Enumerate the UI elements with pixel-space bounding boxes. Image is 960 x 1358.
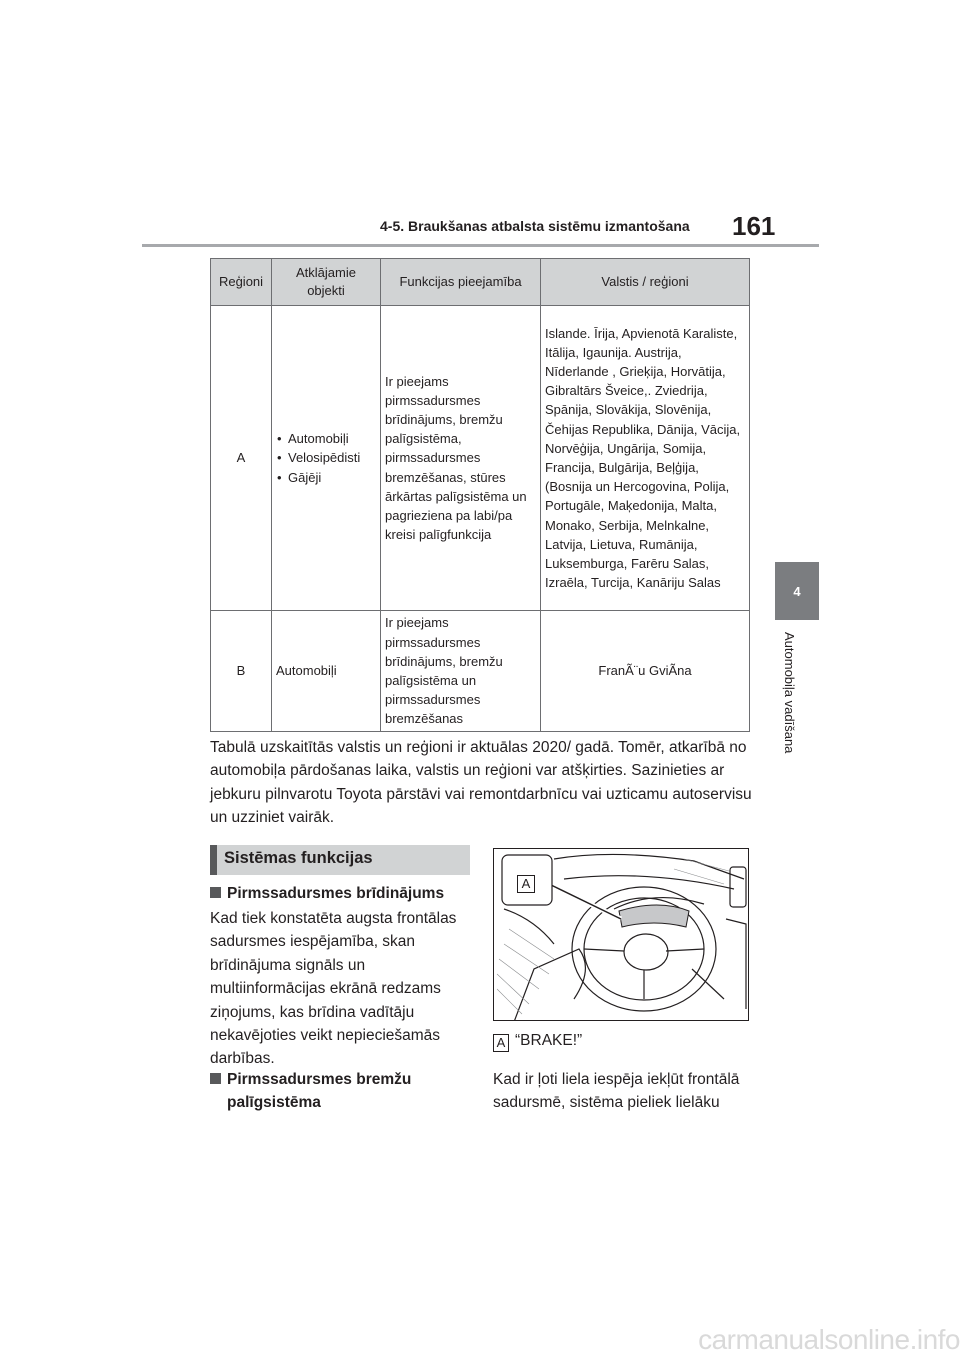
- dashboard-illustration: [493, 848, 749, 1021]
- chapter-label: Automobiļa vadīšana: [782, 632, 797, 754]
- square-bullet-icon: [210, 887, 221, 898]
- region-cell: A: [211, 306, 272, 611]
- section-heading-text: Sistēmas funkcijas: [224, 849, 373, 867]
- objects-cell: Automobiļi: [272, 611, 381, 732]
- brake-assist-paragraph: Kad ir ļoti liela iespēja iekļūt frontālā sadursmē, sistēma pieliek lielāku: [493, 1071, 740, 1112]
- header-regions: Reģioni: [211, 259, 272, 306]
- square-bullet-icon: [210, 1073, 221, 1084]
- section-heading: [210, 845, 470, 875]
- figure-label-a: A: [517, 875, 535, 893]
- page-number: 161: [732, 211, 776, 241]
- countries-cell: Islande. Īrija, Apvienotā Karaliste, Itālija, Igaunija. Austrija, Nīderlande , Grieķija, Horvātija, Gibraltārs Šveice,. Zviedrija, Spānija, Slovākija, Slovēnija, Čehijas Republika, Dānija, Vācija, Norvēģija, Ungārija, Somija, Francija, Bulgārija, Beļģija, (Bosnija un Hercogovina, Polija, Portugāle, Maķedonija, Malta, Monako, Serbija, Melnkalne, Latvija, Lietuva, Rumānija, Luksemburga, Farēru Salas, Izraēla, Turcija, Kanāriju Salas: [541, 306, 750, 611]
- watermark: carmanualsonline.info: [698, 1324, 960, 1355]
- object-item: • Automobiļi: [276, 429, 376, 448]
- subheading-warning: [210, 882, 444, 905]
- header-section-title: 4-5. Braukšanas atbalsta sistēmu izmantošana: [380, 218, 690, 234]
- figure-caption: [493, 1032, 582, 1052]
- table-row: [211, 611, 750, 732]
- object-item: • Gājēji: [276, 468, 376, 487]
- subheading-brake-assist: [210, 1068, 411, 1114]
- header-countries: Valstis / reģioni: [541, 259, 750, 306]
- chapter-tab: [775, 562, 819, 620]
- subheading-warning-text: Pirmssadursmes brīdinājums: [227, 885, 445, 902]
- table-header-row: [211, 259, 750, 306]
- subheading-brake-line1: Pirmssadursmes bremžu: [227, 1071, 412, 1088]
- chapter-number: 4: [793, 584, 801, 599]
- region-cell: B: [211, 611, 272, 732]
- caption-text: “BRAKE!”: [515, 1032, 583, 1049]
- table-note: Tabulā uzskaitītās valstis un reģioni ir aktuālas 2020/ gadā. Tomēr, atkarībā no automobiļa pārdošanas laika, valstis un reģioni var atšķirties. Sazinieties ar jebkuru pilnvarotu Toyota pārstāvi vai remontdarbnīcu vai uzticamu autoservisu un uzziniet vairāk.: [210, 739, 752, 827]
- header-rule: [142, 244, 819, 247]
- regions-table: [210, 258, 750, 732]
- objects-cell: [272, 306, 381, 611]
- header-availability: Funkcijas pieejamība: [381, 259, 541, 306]
- availability-cell: Ir pieejams pirmssadursmes brīdinājums, bremžu palīgsistēma, pirmssadursmes bremzēšanas, stūres ārkārtas palīgsistēma un pagrieziena pa labi/pa kreisi palīgfunkcija: [381, 306, 541, 611]
- object-item: • Velosipēdisti: [276, 448, 376, 467]
- header-objects: Atklājamie objekti: [272, 259, 381, 306]
- countries-cell: FranÃ¨u GviÃna: [541, 611, 750, 732]
- availability-cell: Ir pieejams pirmssadursmes brīdinājums, bremžu palīgsistēma un pirmssadursmes bremzēšanas: [381, 611, 541, 732]
- warning-paragraph: Kad tiek konstatēta augsta frontālas sadursmes iespējamība, skan brīdinājuma signāls un multiinformācijas ekrānā redzams ziņojums, kas brīdina vadītāju nekavējoties veikt nepieciešamās darbības.: [210, 910, 457, 1068]
- subheading-brake-line2: palīgsistēma: [227, 1094, 321, 1111]
- caption-label-a: A: [493, 1034, 509, 1052]
- table-row: [211, 306, 750, 611]
